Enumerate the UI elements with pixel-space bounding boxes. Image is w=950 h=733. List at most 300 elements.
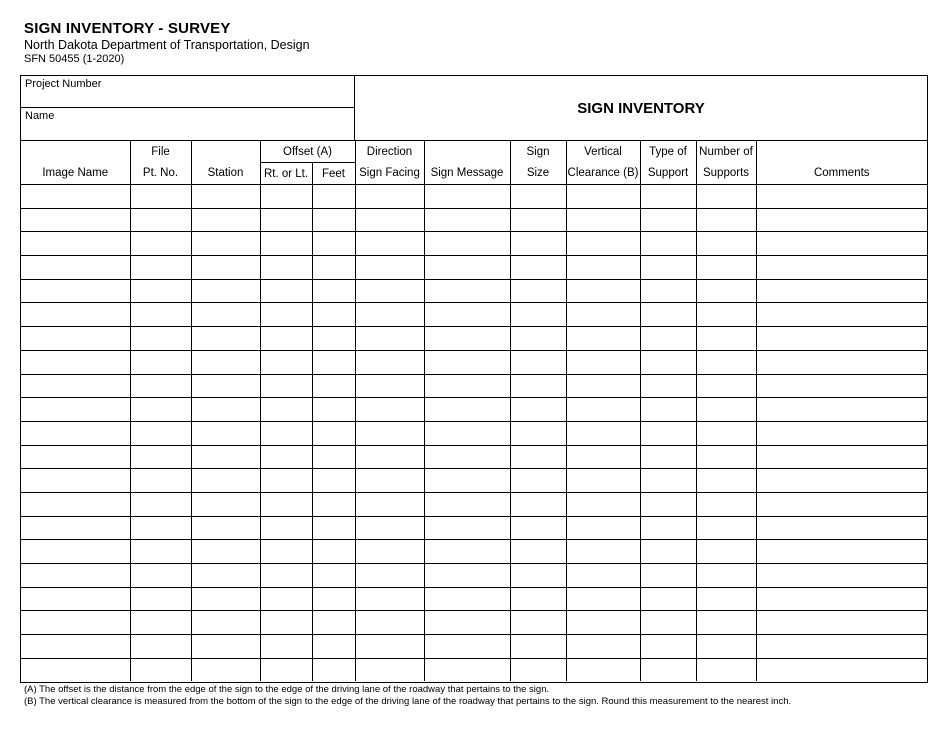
cell-offset-feet[interactable] <box>312 635 355 659</box>
cell-sign-size[interactable] <box>510 208 566 232</box>
cell-vertical-clearance[interactable] <box>566 398 640 422</box>
cell-direction[interactable] <box>355 421 424 445</box>
cell-file-pt-no[interactable] <box>130 398 191 422</box>
cell-vertical-clearance[interactable] <box>566 658 640 681</box>
cell-offset-feet[interactable] <box>312 516 355 540</box>
section-title: SIGN INVENTORY <box>577 99 705 117</box>
cell-file-pt-no[interactable] <box>130 232 191 256</box>
cell-comments[interactable] <box>756 256 927 280</box>
cell-vertical-clearance[interactable] <box>566 185 640 209</box>
cell-direction[interactable] <box>355 516 424 540</box>
department-name: North Dakota Department of Transportation, Design <box>24 38 310 52</box>
cell-number-of-supports[interactable] <box>696 492 756 516</box>
cell-type-of-support[interactable] <box>640 658 696 681</box>
col-offset-feet-label: Feet <box>321 167 345 180</box>
cell-sign-message[interactable] <box>424 445 510 469</box>
cell-station[interactable] <box>191 374 260 398</box>
cell-file-pt-no[interactable] <box>130 492 191 516</box>
cell-station[interactable] <box>191 516 260 540</box>
cell-offset-rt-lt[interactable] <box>260 232 312 256</box>
cell-file-pt-no[interactable] <box>130 564 191 588</box>
cell-sign-size[interactable] <box>510 421 566 445</box>
cell-comments[interactable] <box>756 303 927 327</box>
cell-vertical-clearance[interactable] <box>566 303 640 327</box>
cell-file-pt-no[interactable] <box>130 350 191 374</box>
cell-comments[interactable] <box>756 492 927 516</box>
cell-file-pt-no[interactable] <box>130 469 191 493</box>
cell-file-pt-no[interactable] <box>130 185 191 209</box>
cell-number-of-supports[interactable] <box>696 587 756 611</box>
cell-vertical-clearance[interactable] <box>566 421 640 445</box>
cell-image-name[interactable] <box>21 398 130 422</box>
cell-offset-feet[interactable] <box>312 303 355 327</box>
cell-image-name[interactable] <box>21 587 130 611</box>
cell-offset-feet[interactable] <box>312 421 355 445</box>
col-offset-group <box>260 141 355 163</box>
cell-number-of-supports[interactable] <box>696 564 756 588</box>
cell-vertical-clearance[interactable] <box>566 540 640 564</box>
col-direction <box>355 163 424 185</box>
cell-number-of-supports[interactable] <box>696 658 756 681</box>
cell-type-of-support[interactable] <box>640 208 696 232</box>
cell-number-of-supports[interactable] <box>696 374 756 398</box>
col-sign-message <box>424 163 510 185</box>
cell-offset-rt-lt[interactable] <box>260 350 312 374</box>
cell-number-of-supports[interactable] <box>696 350 756 374</box>
col-type <box>640 163 696 185</box>
cell-sign-message[interactable] <box>424 374 510 398</box>
cell-offset-rt-lt[interactable] <box>260 327 312 351</box>
cell-type-of-support[interactable] <box>640 564 696 588</box>
cell-vertical-clearance[interactable] <box>566 256 640 280</box>
footnotes <box>24 684 791 708</box>
cell-sign-message[interactable] <box>424 232 510 256</box>
cell-sign-message[interactable] <box>424 279 510 303</box>
cell-station[interactable] <box>191 658 260 681</box>
cell-number-of-supports[interactable] <box>696 279 756 303</box>
cell-direction[interactable] <box>355 374 424 398</box>
cell-type-of-support[interactable] <box>640 421 696 445</box>
cell-vertical-clearance[interactable] <box>566 208 640 232</box>
cell-vertical-clearance[interactable] <box>566 492 640 516</box>
table-row <box>21 611 927 635</box>
cell-type-of-support[interactable] <box>640 516 696 540</box>
cell-type-of-support[interactable] <box>640 611 696 635</box>
cell-type-of-support[interactable] <box>640 587 696 611</box>
cell-comments[interactable] <box>756 445 927 469</box>
cell-comments[interactable] <box>756 516 927 540</box>
cell-direction[interactable] <box>355 279 424 303</box>
cell-file-pt-no[interactable] <box>130 635 191 659</box>
cell-number-of-supports[interactable] <box>696 445 756 469</box>
cell-image-name[interactable] <box>21 421 130 445</box>
cell-image-name[interactable] <box>21 256 130 280</box>
cell-image-name[interactable] <box>21 374 130 398</box>
cell-offset-feet[interactable] <box>312 469 355 493</box>
cell-comments[interactable] <box>756 350 927 374</box>
cell-direction[interactable] <box>355 587 424 611</box>
col-offset-rt-label: Rt. or Lt. <box>263 167 309 180</box>
cell-station[interactable] <box>191 421 260 445</box>
table-row <box>21 303 927 327</box>
cell-file-pt-no[interactable] <box>130 256 191 280</box>
cell-sign-size[interactable] <box>510 516 566 540</box>
cell-comments[interactable] <box>756 635 927 659</box>
cell-comments[interactable] <box>756 208 927 232</box>
cell-vertical-clearance[interactable] <box>566 445 640 469</box>
col-file-top <box>130 141 191 163</box>
cell-image-name[interactable] <box>21 469 130 493</box>
cell-type-of-support[interactable] <box>640 185 696 209</box>
cell-number-of-supports[interactable] <box>696 469 756 493</box>
cell-type-of-support[interactable] <box>640 469 696 493</box>
cell-offset-rt-lt[interactable] <box>260 587 312 611</box>
cell-file-pt-no[interactable] <box>130 611 191 635</box>
cell-direction[interactable] <box>355 445 424 469</box>
col-vertical-top <box>566 141 640 163</box>
table-row <box>21 540 927 564</box>
project-number-label: Project Number <box>25 78 102 90</box>
cell-offset-rt-lt[interactable] <box>260 516 312 540</box>
cell-offset-rt-lt[interactable] <box>260 208 312 232</box>
cell-sign-size[interactable] <box>510 303 566 327</box>
cell-offset-feet[interactable] <box>312 350 355 374</box>
cell-sign-size[interactable] <box>510 350 566 374</box>
cell-file-pt-no[interactable] <box>130 303 191 327</box>
cell-file-pt-no[interactable] <box>130 658 191 681</box>
table-row <box>21 516 927 540</box>
col-station-label: Station <box>207 167 244 180</box>
cell-offset-rt-lt[interactable] <box>260 635 312 659</box>
project-number-field[interactable] <box>21 76 354 108</box>
cell-sign-size[interactable] <box>510 398 566 422</box>
cell-image-name[interactable] <box>21 492 130 516</box>
cell-image-name[interactable] <box>21 540 130 564</box>
cell-station[interactable] <box>191 232 260 256</box>
col-file <box>130 163 191 185</box>
cell-sign-message[interactable] <box>424 492 510 516</box>
cell-offset-rt-lt[interactable] <box>260 303 312 327</box>
cell-direction[interactable] <box>355 540 424 564</box>
cell-comments[interactable] <box>756 658 927 681</box>
col-offset-rt <box>260 163 312 185</box>
cell-direction[interactable] <box>355 635 424 659</box>
cell-sign-size[interactable] <box>510 540 566 564</box>
cell-vertical-clearance[interactable] <box>566 635 640 659</box>
cell-number-of-supports[interactable] <box>696 327 756 351</box>
cell-vertical-clearance[interactable] <box>566 587 640 611</box>
cell-comments[interactable] <box>756 540 927 564</box>
cell-sign-message[interactable] <box>424 185 510 209</box>
cell-vertical-clearance[interactable] <box>566 374 640 398</box>
cell-offset-rt-lt[interactable] <box>260 469 312 493</box>
cell-sign-message[interactable] <box>424 303 510 327</box>
cell-comments[interactable] <box>756 611 927 635</box>
footnote-b: (B) The vertical clearance is measured from the bottom of the sign to the edge of the driving lane of the roadway that pertains to the sign. Round this measurement to the nearest inch. <box>24 696 792 707</box>
cell-direction[interactable] <box>355 208 424 232</box>
cell-station[interactable] <box>191 279 260 303</box>
cell-number-of-supports[interactable] <box>696 516 756 540</box>
cell-sign-size[interactable] <box>510 492 566 516</box>
cell-number-of-supports[interactable] <box>696 256 756 280</box>
col-sign-size <box>510 163 566 185</box>
cell-vertical-clearance[interactable] <box>566 279 640 303</box>
cell-offset-rt-lt[interactable] <box>260 421 312 445</box>
cell-station[interactable] <box>191 303 260 327</box>
cell-offset-rt-lt[interactable] <box>260 398 312 422</box>
cell-offset-feet[interactable] <box>312 185 355 209</box>
cell-sign-message[interactable] <box>424 208 510 232</box>
cell-number-of-supports[interactable] <box>696 303 756 327</box>
cell-comments[interactable] <box>756 232 927 256</box>
cell-offset-feet[interactable] <box>312 564 355 588</box>
cell-direction[interactable] <box>355 398 424 422</box>
cell-file-pt-no[interactable] <box>130 279 191 303</box>
cell-sign-size[interactable] <box>510 587 566 611</box>
cell-direction[interactable] <box>355 492 424 516</box>
cell-station[interactable] <box>191 327 260 351</box>
cell-sign-message[interactable] <box>424 635 510 659</box>
table-row <box>21 587 927 611</box>
cell-offset-feet[interactable] <box>312 208 355 232</box>
cell-comments[interactable] <box>756 279 927 303</box>
cell-offset-feet[interactable] <box>312 398 355 422</box>
cell-number-of-supports[interactable] <box>696 540 756 564</box>
cell-offset-rt-lt[interactable] <box>260 185 312 209</box>
cell-station[interactable] <box>191 185 260 209</box>
cell-type-of-support[interactable] <box>640 232 696 256</box>
cell-file-pt-no[interactable] <box>130 445 191 469</box>
cell-number-of-supports[interactable] <box>696 208 756 232</box>
cell-type-of-support[interactable] <box>640 279 696 303</box>
name-field[interactable] <box>21 108 354 140</box>
cell-station[interactable] <box>191 256 260 280</box>
cell-station[interactable] <box>191 611 260 635</box>
cell-direction[interactable] <box>355 564 424 588</box>
cell-image-name[interactable] <box>21 279 130 303</box>
cell-image-name[interactable] <box>21 350 130 374</box>
cell-sign-size[interactable] <box>510 635 566 659</box>
table-row <box>21 256 927 280</box>
cell-sign-message[interactable] <box>424 564 510 588</box>
col-comments-top <box>756 141 927 163</box>
cell-image-name[interactable] <box>21 635 130 659</box>
cell-offset-feet[interactable] <box>312 587 355 611</box>
cell-sign-message[interactable] <box>424 516 510 540</box>
cell-direction[interactable] <box>355 658 424 681</box>
cell-offset-rt-lt[interactable] <box>260 564 312 588</box>
cell-direction[interactable] <box>355 232 424 256</box>
cell-comments[interactable] <box>756 327 927 351</box>
col-type-label-top: Type of <box>649 145 687 158</box>
cell-file-pt-no[interactable] <box>130 587 191 611</box>
cell-offset-rt-lt[interactable] <box>260 611 312 635</box>
cell-number-of-supports[interactable] <box>696 185 756 209</box>
cell-station[interactable] <box>191 445 260 469</box>
cell-sign-message[interactable] <box>424 327 510 351</box>
cell-offset-feet[interactable] <box>312 540 355 564</box>
cell-file-pt-no[interactable] <box>130 208 191 232</box>
cell-type-of-support[interactable] <box>640 350 696 374</box>
cell-type-of-support[interactable] <box>640 303 696 327</box>
cell-offset-feet[interactable] <box>312 492 355 516</box>
col-direction-label-bottom: Sign Facing <box>359 167 420 180</box>
cell-file-pt-no[interactable] <box>130 327 191 351</box>
cell-comments[interactable] <box>756 398 927 422</box>
col-image-name-top <box>21 141 130 163</box>
cell-image-name[interactable] <box>21 445 130 469</box>
col-station <box>191 163 260 185</box>
cell-type-of-support[interactable] <box>640 374 696 398</box>
col-sign-size-label-top: Sign <box>526 145 550 158</box>
cell-station[interactable] <box>191 587 260 611</box>
cell-sign-size[interactable] <box>510 232 566 256</box>
cell-station[interactable] <box>191 208 260 232</box>
cell-type-of-support[interactable] <box>640 540 696 564</box>
cell-number-of-supports[interactable] <box>696 635 756 659</box>
cell-type-of-support[interactable] <box>640 445 696 469</box>
cell-image-name[interactable] <box>21 208 130 232</box>
cell-offset-feet[interactable] <box>312 232 355 256</box>
cell-image-name[interactable] <box>21 185 130 209</box>
col-comments-label: Comments <box>813 167 870 180</box>
cell-sign-size[interactable] <box>510 256 566 280</box>
cell-offset-feet[interactable] <box>312 327 355 351</box>
cell-offset-feet[interactable] <box>312 374 355 398</box>
cell-sign-size[interactable] <box>510 374 566 398</box>
cell-image-name[interactable] <box>21 658 130 681</box>
cell-vertical-clearance[interactable] <box>566 611 640 635</box>
cell-number-of-supports[interactable] <box>696 232 756 256</box>
cell-image-name[interactable] <box>21 516 130 540</box>
cell-file-pt-no[interactable] <box>130 374 191 398</box>
cell-offset-feet[interactable] <box>312 279 355 303</box>
cell-type-of-support[interactable] <box>640 398 696 422</box>
cell-comments[interactable] <box>756 421 927 445</box>
cell-comments[interactable] <box>756 469 927 493</box>
cell-file-pt-no[interactable] <box>130 516 191 540</box>
cell-offset-feet[interactable] <box>312 658 355 681</box>
cell-file-pt-no[interactable] <box>130 421 191 445</box>
cell-sign-message[interactable] <box>424 611 510 635</box>
cell-sign-size[interactable] <box>510 445 566 469</box>
cell-station[interactable] <box>191 540 260 564</box>
cell-direction[interactable] <box>355 185 424 209</box>
cell-number-of-supports[interactable] <box>696 421 756 445</box>
cell-sign-size[interactable] <box>510 564 566 588</box>
cell-direction[interactable] <box>355 303 424 327</box>
cell-sign-message[interactable] <box>424 398 510 422</box>
cell-number-of-supports[interactable] <box>696 398 756 422</box>
cell-vertical-clearance[interactable] <box>566 327 640 351</box>
cell-station[interactable] <box>191 469 260 493</box>
cell-direction[interactable] <box>355 256 424 280</box>
cell-offset-rt-lt[interactable] <box>260 445 312 469</box>
cell-sign-size[interactable] <box>510 658 566 681</box>
cell-offset-rt-lt[interactable] <box>260 492 312 516</box>
cell-type-of-support[interactable] <box>640 635 696 659</box>
cell-sign-size[interactable] <box>510 279 566 303</box>
cell-sign-size[interactable] <box>510 327 566 351</box>
inventory-table <box>21 140 927 681</box>
cell-station[interactable] <box>191 635 260 659</box>
cell-sign-message[interactable] <box>424 350 510 374</box>
cell-offset-feet[interactable] <box>312 445 355 469</box>
cell-sign-size[interactable] <box>510 185 566 209</box>
cell-offset-feet[interactable] <box>312 256 355 280</box>
form-title: SIGN INVENTORY - SURVEY <box>24 20 231 37</box>
cell-offset-rt-lt[interactable] <box>260 256 312 280</box>
cell-offset-feet[interactable] <box>312 611 355 635</box>
cell-image-name[interactable] <box>21 564 130 588</box>
cell-image-name[interactable] <box>21 327 130 351</box>
cell-vertical-clearance[interactable] <box>566 564 640 588</box>
cell-sign-message[interactable] <box>424 540 510 564</box>
col-image-name <box>21 163 130 185</box>
cell-direction[interactable] <box>355 350 424 374</box>
cell-comments[interactable] <box>756 587 927 611</box>
cell-type-of-support[interactable] <box>640 256 696 280</box>
cell-file-pt-no[interactable] <box>130 540 191 564</box>
cell-sign-message[interactable] <box>424 421 510 445</box>
cell-vertical-clearance[interactable] <box>566 350 640 374</box>
cell-sign-message[interactable] <box>424 587 510 611</box>
cell-sign-message[interactable] <box>424 469 510 493</box>
cell-offset-rt-lt[interactable] <box>260 279 312 303</box>
cell-type-of-support[interactable] <box>640 492 696 516</box>
cell-offset-rt-lt[interactable] <box>260 658 312 681</box>
cell-station[interactable] <box>191 398 260 422</box>
cell-sign-size[interactable] <box>510 611 566 635</box>
cell-station[interactable] <box>191 564 260 588</box>
cell-image-name[interactable] <box>21 303 130 327</box>
cell-comments[interactable] <box>756 374 927 398</box>
name-label: Name <box>25 110 55 122</box>
col-sign-message-top <box>424 141 510 163</box>
col-type-top <box>640 141 696 163</box>
cell-image-name[interactable] <box>21 232 130 256</box>
col-number-top <box>696 141 756 163</box>
cell-comments[interactable] <box>756 564 927 588</box>
cell-image-name[interactable] <box>21 611 130 635</box>
cell-sign-size[interactable] <box>510 469 566 493</box>
cell-sign-message[interactable] <box>424 256 510 280</box>
cell-comments[interactable] <box>756 185 927 209</box>
col-comments <box>756 163 927 185</box>
cell-offset-rt-lt[interactable] <box>260 540 312 564</box>
cell-station[interactable] <box>191 492 260 516</box>
cell-station[interactable] <box>191 350 260 374</box>
table-row <box>21 398 927 422</box>
table-row <box>21 185 927 209</box>
cell-offset-rt-lt[interactable] <box>260 374 312 398</box>
cell-direction[interactable] <box>355 327 424 351</box>
inventory-rows <box>21 185 927 682</box>
cell-direction[interactable] <box>355 469 424 493</box>
cell-number-of-supports[interactable] <box>696 611 756 635</box>
table-row <box>21 492 927 516</box>
col-direction-top <box>355 141 424 163</box>
table-row <box>21 232 927 256</box>
col-file-label-top: File <box>151 145 170 158</box>
cell-sign-message[interactable] <box>424 658 510 681</box>
cell-direction[interactable] <box>355 611 424 635</box>
cell-vertical-clearance[interactable] <box>566 469 640 493</box>
cell-vertical-clearance[interactable] <box>566 516 640 540</box>
cell-type-of-support[interactable] <box>640 327 696 351</box>
cell-vertical-clearance[interactable] <box>566 232 640 256</box>
table-row <box>21 327 927 351</box>
